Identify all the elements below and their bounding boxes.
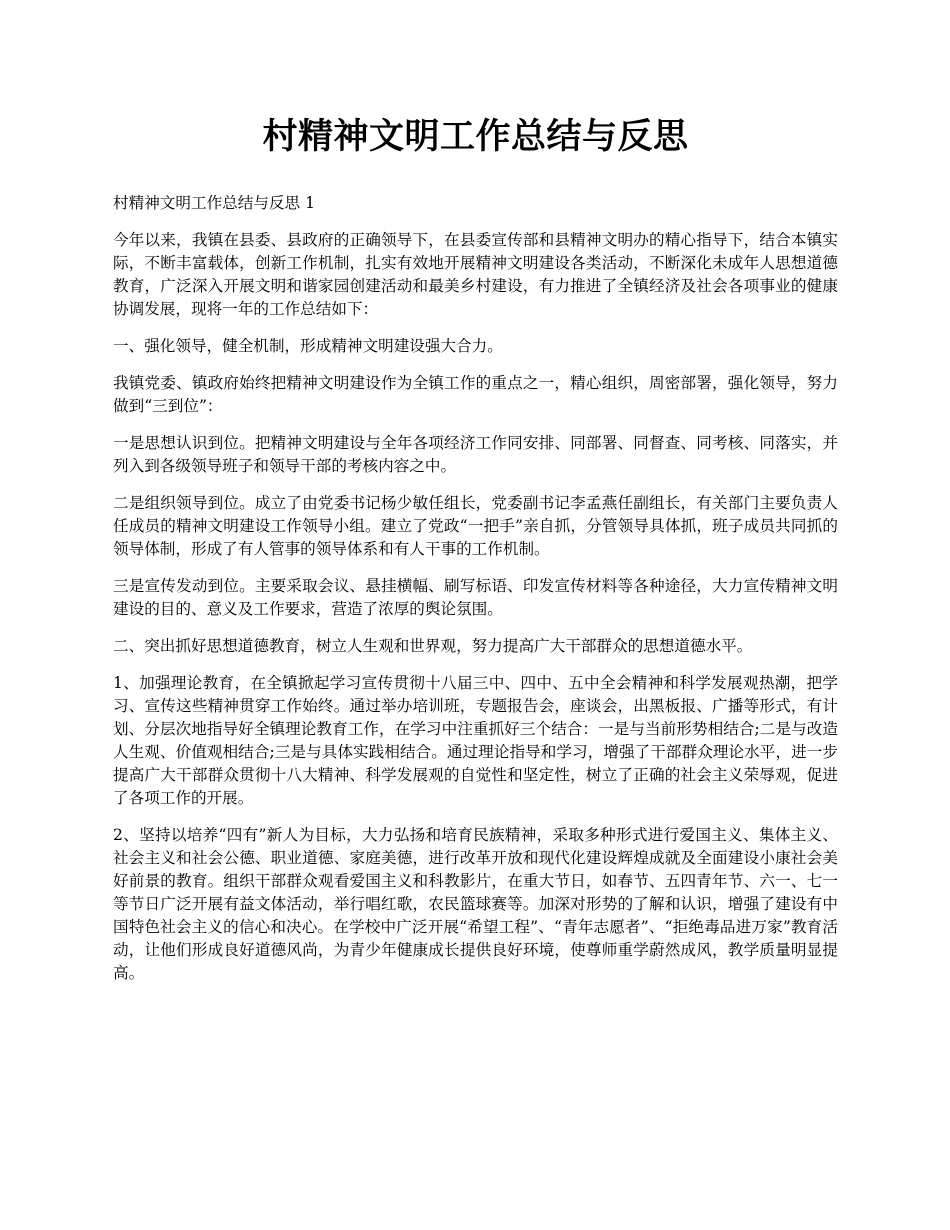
paragraph-publicity: 三是宣传发动到位。主要采取会议、悬挂横幅、刷写标语、印发宣传材料等各种途径，大力宣传精神文明建设的目的、意义及工作要求，营造了浓厚的舆论氛围。 [113, 577, 838, 618]
document-subtitle: 村精神文明工作总结与反思 1 [113, 194, 316, 212]
paragraph-theory-education: 1、加强理论教育，在全镇掀起学习宣传贯彻十八届三中、四中、五中全会精神和科学发展观热潮，把学习、宣传这些精神贯穿工作始终。通过举办培训班，专题报告会，座谈会，出黑板报、广播等形式，有计划、分层次地指导好全镇理论教育工作，在学习中注重抓好三个结合：一是与当前形势相结合;二是与改造人生观、价值观相结合;三是与具体实践相结合。通过理论指导和学习，增强了干部群众理论水平，进一步提高广大干部群众贯彻十八大精神、科学发展观的自觉性和坚定性，树立了正确的社会主义荣辱观，促进了各项工作的开展。 [113, 674, 838, 807]
section-heading-2: 二、突出抓好思想道德教育，树立人生观和世界观，努力提高广大干部群众的思想道德水平。 [113, 637, 753, 655]
section-heading-1: 一、强化领导，健全机制，形成精神文明建设强大合力。 [113, 337, 503, 355]
paragraph-leadership: 我镇党委、镇政府始终把精神文明建设作为全镇工作的重点之一，精心组织，周密部署，强化领导，努力做到“三到位”： [113, 374, 838, 415]
paragraph-organization: 二是组织领导到位。成立了由党委书记杨少敏任组长，党委副书记李孟燕任副组长，有关部门主要负责人任成员的精神文明建设工作领导小组。建立了党政“一把手”亲自抓，分管领导具体抓，班子成员共同抓的领导体制，形成了有人管事的领导体系和有人干事的工作机制。 [113, 494, 838, 558]
document-title: 村精神文明工作总结与反思 [262, 116, 689, 157]
paragraph-intro: 今年以来，我镇在县委、县政府的正确领导下，在县委宣传部和县精神文明办的精心指导下，结合本镇实际，不断丰富载体，创新工作机制，扎实有效地开展精神文明建设各类活动，不断深化未成年人思想道德教育，广泛深入开展文明和谐家园创建活动和最美乡村建设，有力推进了全镇经济及社会各项事业的健康协调发展，现将一年的工作总结如下： [113, 231, 838, 318]
paragraph-thinking: 一是思想认识到位。把精神文明建设与全年各项经济工作同安排、同部署、同督查、同考核、同落实，并列入到各级领导班子和领导干部的考核内容之中。 [113, 434, 838, 475]
paragraph-four-haves: 2、坚持以培养“四有”新人为目标，大力弘扬和培育民族精神，采取多种形式进行爱国主义、集体主义、社会主义和社会公德、职业道德、家庭美德，进行改革开放和现代化建设辉煌成就及全面建设小康社会美好前景的教育。组织干部群众观看爱国主义和科教影片，在重大节日，如春节、五四青年节、六一、七一等节日广泛开展有益文体活动，举行唱红歌，农民篮球赛等。加深对形势的了解和认识，增强了建设有中国特色社会主义的信心和决心。在学校中广泛开展“希望工程”、“青年志愿者”、“拒绝毒品进万家”教育活动，让他们形成良好道德风尚，为青少年健康成长提供良好环境，使尊师重学蔚然成风，教学质量明显提高。 [113, 826, 838, 982]
